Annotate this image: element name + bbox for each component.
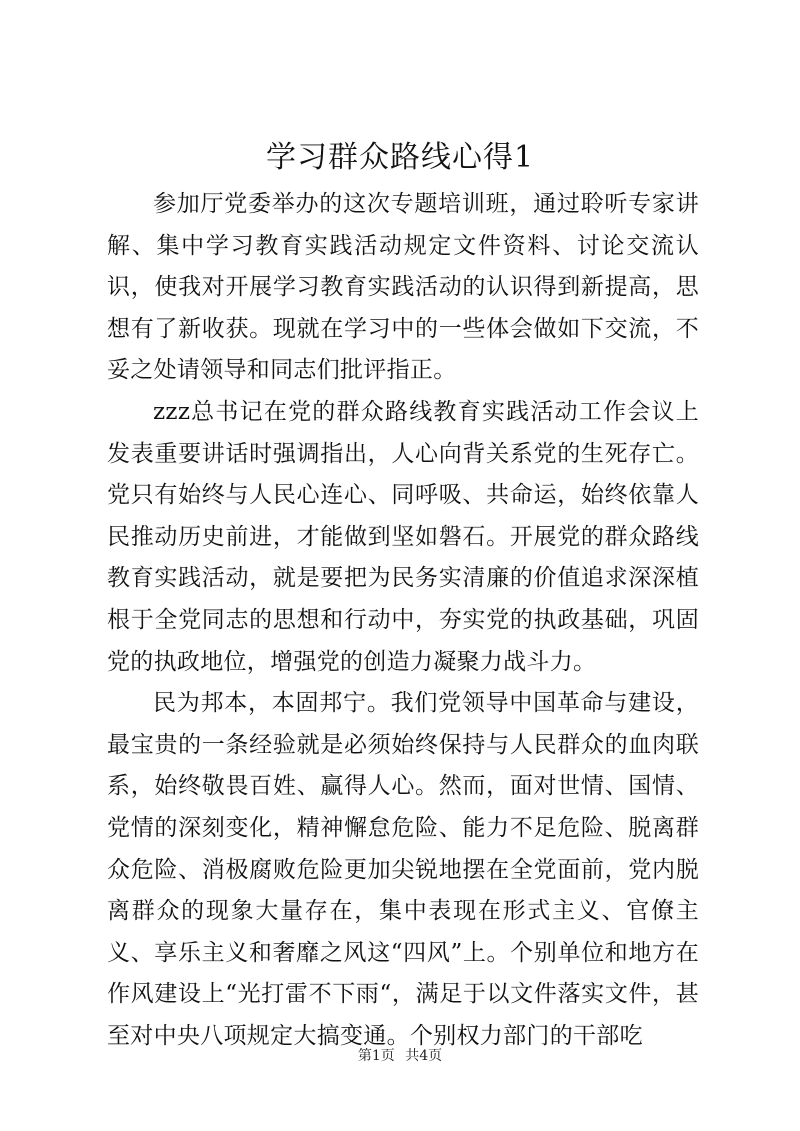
page-footer — [0, 1046, 800, 1066]
document-title: 学习群众路线心得1 — [265, 140, 535, 175]
page-number: 第1页 — [357, 1048, 395, 1064]
page-total: 共4页 — [405, 1048, 443, 1064]
paragraph-1: 参加厅党委举办的这次专题培训班，通过聆听专家讲解、集中学习教育实践活动规定文件资料、讨论交流认识，使我对开展学习教育实践活动的认识得到新提高，思想有了新收获。现就在学习中的一些体会做如下交流，不妥之处请领导和同志们批评指正。 — [107, 191, 699, 384]
paragraph-2: zzz总书记在党的群众路线教育实践活动工作会议上发表重要讲话时强调指出，人心向背关系党的生死存亡。党只有始终与人民心连心、同呼吸、共命运，始终依靠人民推动历史前进，才能做到坚如磐石。开展党的群众路线教育实践活动，就是要把为民务实清廉的价值追求深深植根于全党同志的思想和行动中，夯实党的执政基础，巩固党的执政地位，增强党的创造力凝聚力战斗力。 — [107, 398, 699, 675]
document-body — [107, 184, 699, 1057]
paragraph-3: 民为邦本，本固邦宁。我们党领导中国革命与建设，最宝贵的一条经验就是必须始终保持与人民群众的血肉联系，始终敬畏百姓、赢得人心。然而，面对世情、国情、党情的深刻变化，精神懈怠危险、能力不足危险、脱离群众危险、消极腐败危险更加尖锐地摆在全党面前，党内脱离群众的现象大量存在，集中表现在形式主义、官僚主义、享乐主义和奢靡之风这“四风”上。个别单位和地方在作风建设上“光打雷不下雨“，满足于以文件落实文件，甚至对中央八项规定大搞变通。个别权力部门的干部吃 — [107, 690, 699, 1049]
